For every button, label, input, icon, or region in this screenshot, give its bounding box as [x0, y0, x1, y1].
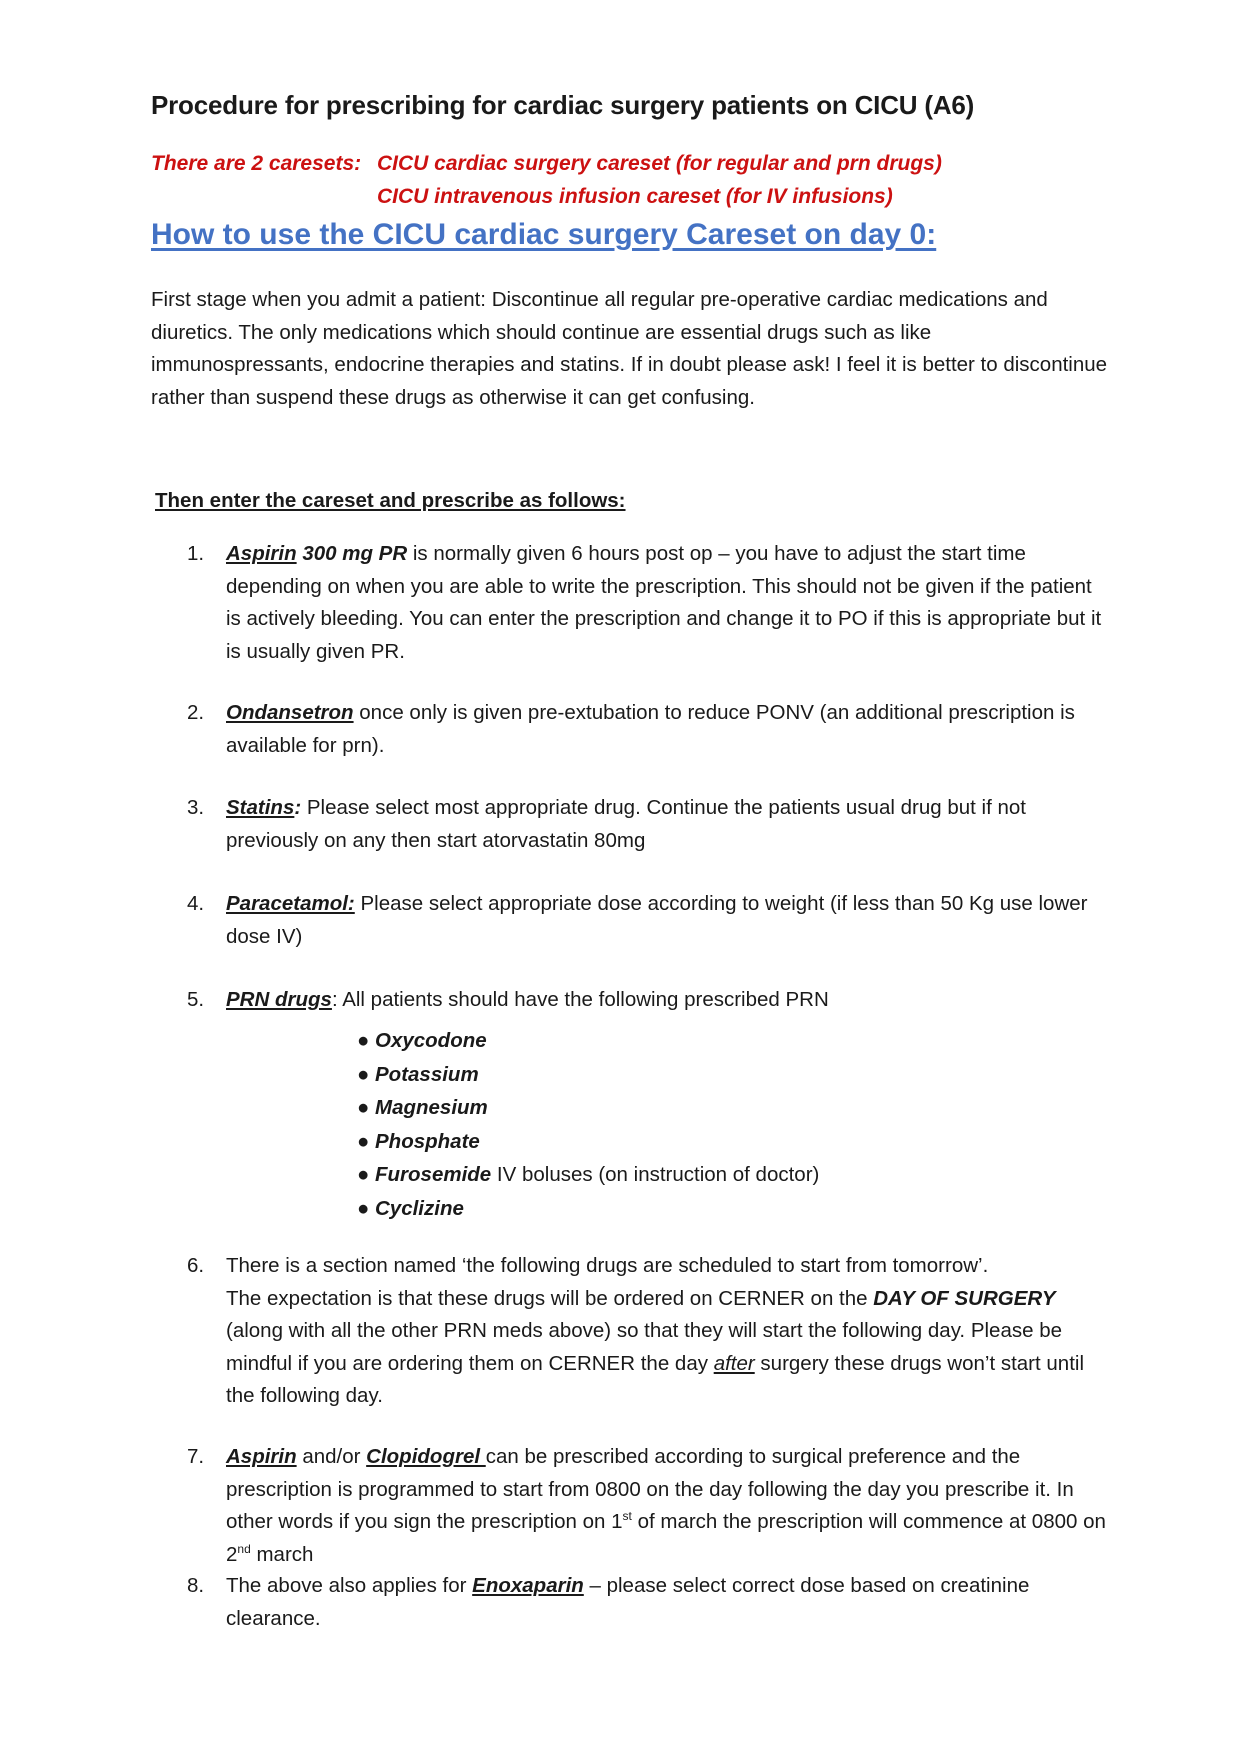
list-item-body [226, 1250, 1107, 1413]
item-text: can be prescribed according to surgical preference and the prescription is programmed to start from 0800 on the day following the day you prescribe it. In other words if you sign the prescription on 1 [226, 1445, 1074, 1533]
prn-bullet-list [357, 1024, 819, 1225]
drug-name: Clopidogrel [366, 1445, 486, 1468]
list-number: 4. [187, 892, 205, 915]
list-item-5 [187, 984, 1107, 1017]
list-item-body [226, 1441, 1107, 1571]
item-text: The above also applies for [226, 1574, 473, 1597]
item-text: march [250, 1542, 314, 1566]
drug-name: Aspirin [226, 542, 297, 565]
careset-item-surgery: CICU cardiac surgery careset (for regular and prn drugs) [377, 152, 942, 175]
item-text: is normally given 6 hours post op – you have to adjust the start time depending on when you are able to write the prescription. This should not be given if the patient is actively bleeding. You can enter the prescription and change it to PO if this is appropriate but it is usually given PR. [226, 542, 1102, 663]
list-item-body [226, 697, 1107, 762]
item-text: surgery these drugs won’t start until the following day. [226, 1351, 1085, 1407]
list-item-4 [187, 888, 1107, 953]
drug-name: Ondansetron [226, 701, 354, 724]
list-item-body [226, 888, 1107, 953]
list-item [357, 1158, 819, 1192]
item-text: – please select correct dose based on creatinine clearance. [226, 1574, 1030, 1630]
drug-dose: 300 mg PR [296, 542, 408, 565]
subheading: Then enter the careset and prescribe as follows: [155, 489, 626, 512]
intro-paragraph: First stage when you admit a patient: Discontinue all regular pre-operative cardiac medications and diuretics. The only medications which should continue are essential drugs such as like immunospressants, endocrine therapies and statins. If in doubt please ask! I feel it is better to discontinue rather than suspend these drugs as otherwise it can get confusing. [151, 288, 1108, 409]
drug-name: PRN drugs [226, 988, 332, 1011]
item-text: and/or [296, 1445, 367, 1468]
emphasis-text: after [713, 1351, 755, 1375]
drug-name: Enoxaparin [472, 1574, 584, 1597]
list-item-2 [187, 697, 1107, 762]
item-text: of march the prescription will commence at 0800 on 2 [226, 1510, 1106, 1566]
list-item-3 [187, 792, 1107, 857]
list-item-6 [187, 1250, 1107, 1413]
bullet-icon: ● [357, 1196, 370, 1220]
superscript: nd [237, 1541, 251, 1556]
list-item [357, 1058, 819, 1092]
list-item [357, 1125, 819, 1159]
item-text: The expectation is that these drugs will be ordered on CERNER on the [226, 1286, 874, 1310]
document-title: Procedure for prescribing for cardiac surgery patients on CICU (A6) [151, 90, 975, 120]
list-number: 1. [187, 542, 205, 565]
drug-name: Magnesium [375, 1096, 488, 1119]
drug-name: Cyclizine [375, 1196, 464, 1220]
caresets-label: There are 2 caresets: [151, 152, 362, 175]
drug-name: Potassium [375, 1062, 479, 1086]
item-text: Please select appropriate dose according to weight (if less than 50 Kg use lower dose IV) [226, 892, 1088, 948]
drug-name: Paracetamol: [226, 892, 355, 915]
drug-name: Aspirin [226, 1445, 297, 1468]
bullet-icon: ● [357, 1129, 370, 1153]
list-item [357, 1024, 819, 1058]
emphasis-text: DAY OF SURGERY [873, 1286, 1056, 1310]
drug-note: IV boluses (on instruction of doctor) [491, 1163, 820, 1186]
superscript: st [622, 1509, 632, 1524]
drug-name: Furosemide [375, 1163, 492, 1186]
item-text: There is a section named ‘the following drugs are scheduled to start from tomorrow’. [226, 1254, 989, 1277]
list-item-1 [187, 538, 1107, 668]
list-number: 6. [187, 1254, 205, 1277]
list-number: 8. [187, 1574, 205, 1597]
careset-item-infusion: CICU intravenous infusion careset (for IV infusions) [377, 185, 893, 208]
list-number: 2. [187, 701, 205, 724]
list-item-body [226, 538, 1107, 668]
list-number: 5. [187, 988, 205, 1011]
list-item-body [226, 984, 1107, 1017]
drug-name: Statins [226, 796, 295, 819]
list-number: 7. [187, 1445, 205, 1468]
drug-colon: : [331, 988, 338, 1011]
section-heading: How to use the CICU cardiac surgery Careset on day 0: [151, 218, 937, 251]
bullet-icon: ● [357, 1062, 370, 1086]
list-item-body [226, 792, 1107, 857]
item-text: All patients should have the following prescribed PRN [337, 988, 829, 1011]
list-number: 3. [187, 796, 205, 819]
item-text: Please select most appropriate drug. Continue the patients usual drug but if not previously on any then start atorvastatin 80mg [226, 796, 1026, 852]
list-item-8 [187, 1570, 1107, 1635]
drug-name: Phosphate [375, 1129, 480, 1153]
bullet-icon: ● [357, 1096, 370, 1119]
bullet-icon: ● [357, 1163, 370, 1186]
list-item [357, 1091, 819, 1125]
bullet-icon: ● [357, 1029, 370, 1052]
list-item-body [226, 1570, 1107, 1635]
list-item-7 [187, 1441, 1107, 1571]
list-item [357, 1192, 819, 1226]
drug-colon: : [294, 796, 302, 819]
item-text: (along with all the other PRN meds above) so that they will start the following day. Please be mindful if you are ordering them on CERNER the day [226, 1319, 1062, 1375]
item-text: once only is given pre-extubation to reduce PONV (an additional prescription is available for prn). [226, 701, 1075, 757]
drug-name: Oxycodone [375, 1029, 487, 1052]
